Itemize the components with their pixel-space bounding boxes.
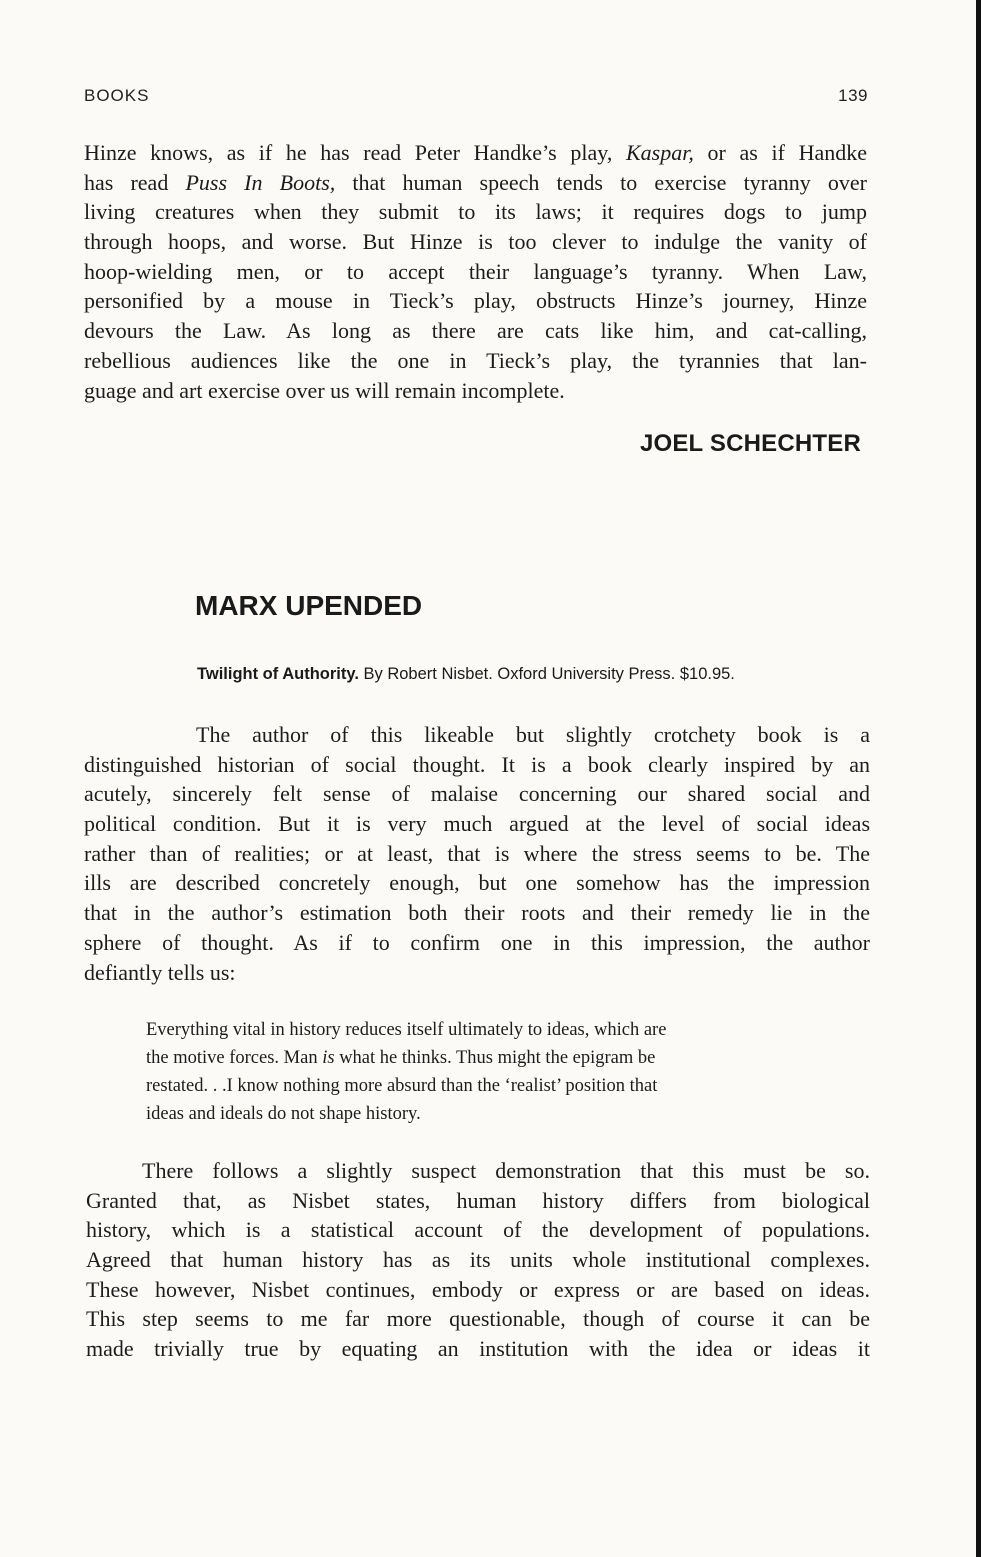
text-line: [84, 928, 870, 958]
section-title: BOOKS: [84, 86, 150, 105]
text-run: The author of this likeable but slightly crotchety book is a: [196, 722, 870, 747]
previous-review-closing-paragraph: [84, 138, 867, 405]
text-line: [84, 839, 870, 869]
text-line: [84, 286, 867, 316]
text-line: [86, 1275, 870, 1305]
running-head: [84, 86, 868, 108]
text-run: personified by a mouse in Tieck’s play, obstructs Hinze’s journey, Hinze: [84, 288, 867, 314]
review-author-signature: JOEL SCHECHTER: [639, 430, 861, 457]
text-run: political condition. But it is very much argued at the level of social ideas: [84, 811, 870, 837]
text-run: rather than of realities; or at least, that is where the stress seems to be. The: [84, 840, 870, 866]
text-run: Granted that, as Nisbet states, human history differs from biological: [86, 1187, 870, 1213]
text-line: [84, 958, 870, 988]
text-line: [84, 257, 867, 287]
text-run: has read: [84, 169, 186, 195]
italic-text: Puss In Boots,: [185, 169, 336, 195]
text-line: [84, 898, 870, 928]
text-line: [84, 227, 867, 257]
text-line: [84, 316, 867, 346]
text-run: through hoops, and worse. But Hinze is too clever to indulge the vanity of: [84, 229, 867, 255]
text-run: what he thinks. Thus might the epigram be: [334, 1048, 656, 1068]
text-line: [84, 376, 867, 406]
text-line: [84, 809, 870, 839]
book-citation: [197, 665, 735, 684]
block-quote: [146, 1016, 810, 1128]
text-run: Agreed that human history has as its units whole institutional complexes.: [86, 1247, 870, 1273]
text-line: [84, 168, 867, 198]
text-line: [84, 720, 870, 750]
text-line: [86, 1304, 870, 1334]
text-line: [146, 1016, 810, 1044]
text-run: ideas and ideals do not shape history.: [146, 1104, 421, 1124]
text-line: [84, 138, 867, 168]
page-edge: [976, 0, 981, 1557]
book-title: Twilight of Authority.: [197, 665, 359, 683]
text-run: Hinze knows, as if he has read Peter Handke’s play,: [84, 140, 626, 165]
text-run: Everything vital in history reduces itself ultimately to ideas, which are: [146, 1020, 667, 1040]
text-run: guage and art exercise over us will remain incomplete.: [84, 377, 565, 403]
text-line: [86, 1156, 870, 1186]
text-run: restated. . .I know nothing more absurd than the ‘realist’ position that: [146, 1076, 658, 1096]
text-run: that in the author’s estimation both their roots and their remedy lie in the: [84, 900, 870, 926]
text-line: [84, 750, 870, 780]
text-run: ills are described concretely enough, but one somehow has the impression: [84, 870, 870, 896]
page-number: 139: [838, 86, 868, 105]
text-run: history, which is a statistical account of the development of populations.: [86, 1217, 870, 1243]
text-run: living creatures when they submit to its laws; it requires dogs to jump: [84, 199, 867, 225]
text-line: [146, 1044, 810, 1072]
text-run: sphere of thought. As if to confirm one in this impression, the author: [84, 929, 870, 955]
text-run: made trivially true by equating an institution with the idea or ideas it: [86, 1336, 870, 1362]
text-run: defiantly tells us:: [84, 959, 236, 985]
book-details: By Robert Nisbet. Oxford University Press. $10.95.: [358, 665, 735, 683]
text-run: There follows a slightly suspect demonstration that this must be so.: [142, 1158, 870, 1183]
text-line: [86, 1245, 870, 1275]
italic-text: Kaspar,: [626, 140, 694, 165]
text-line: [146, 1100, 810, 1128]
article-title: MARX UPENDED: [195, 590, 423, 621]
text-run: acutely, sincerely felt sense of malaise concerning our shared social and: [84, 781, 870, 807]
article-paragraph-2: [86, 1156, 870, 1364]
text-run: that human speech tends to exercise tyranny over: [335, 169, 867, 195]
text-line: [86, 1334, 870, 1364]
article-paragraph-1: [84, 720, 870, 987]
text-line: [86, 1215, 870, 1245]
text-run: This step seems to me far more questionable, though of course it can be: [86, 1306, 870, 1332]
text-line: [84, 197, 867, 227]
text-run: hoop-wielding men, or to accept their language’s tyranny. When Law,: [84, 258, 867, 284]
italic-text: is: [322, 1048, 335, 1068]
text-run: or as if Handke: [693, 140, 867, 165]
text-line: [84, 346, 867, 376]
text-run: These however, Nisbet continues, embody or express or are based on ideas.: [86, 1276, 870, 1302]
text-line: [84, 868, 870, 898]
text-line: [84, 779, 870, 809]
text-run: rebellious audiences like the one in Tieck’s play, the tyrannies that lan-: [84, 347, 867, 373]
text-line: [146, 1072, 810, 1100]
text-line: [86, 1186, 870, 1216]
text-run: distinguished historian of social thought. It is a book clearly inspired by an: [84, 751, 870, 777]
text-run: the motive forces. Man: [146, 1048, 323, 1068]
text-run: devours the Law. As long as there are cats like him, and cat-calling,: [84, 318, 867, 344]
